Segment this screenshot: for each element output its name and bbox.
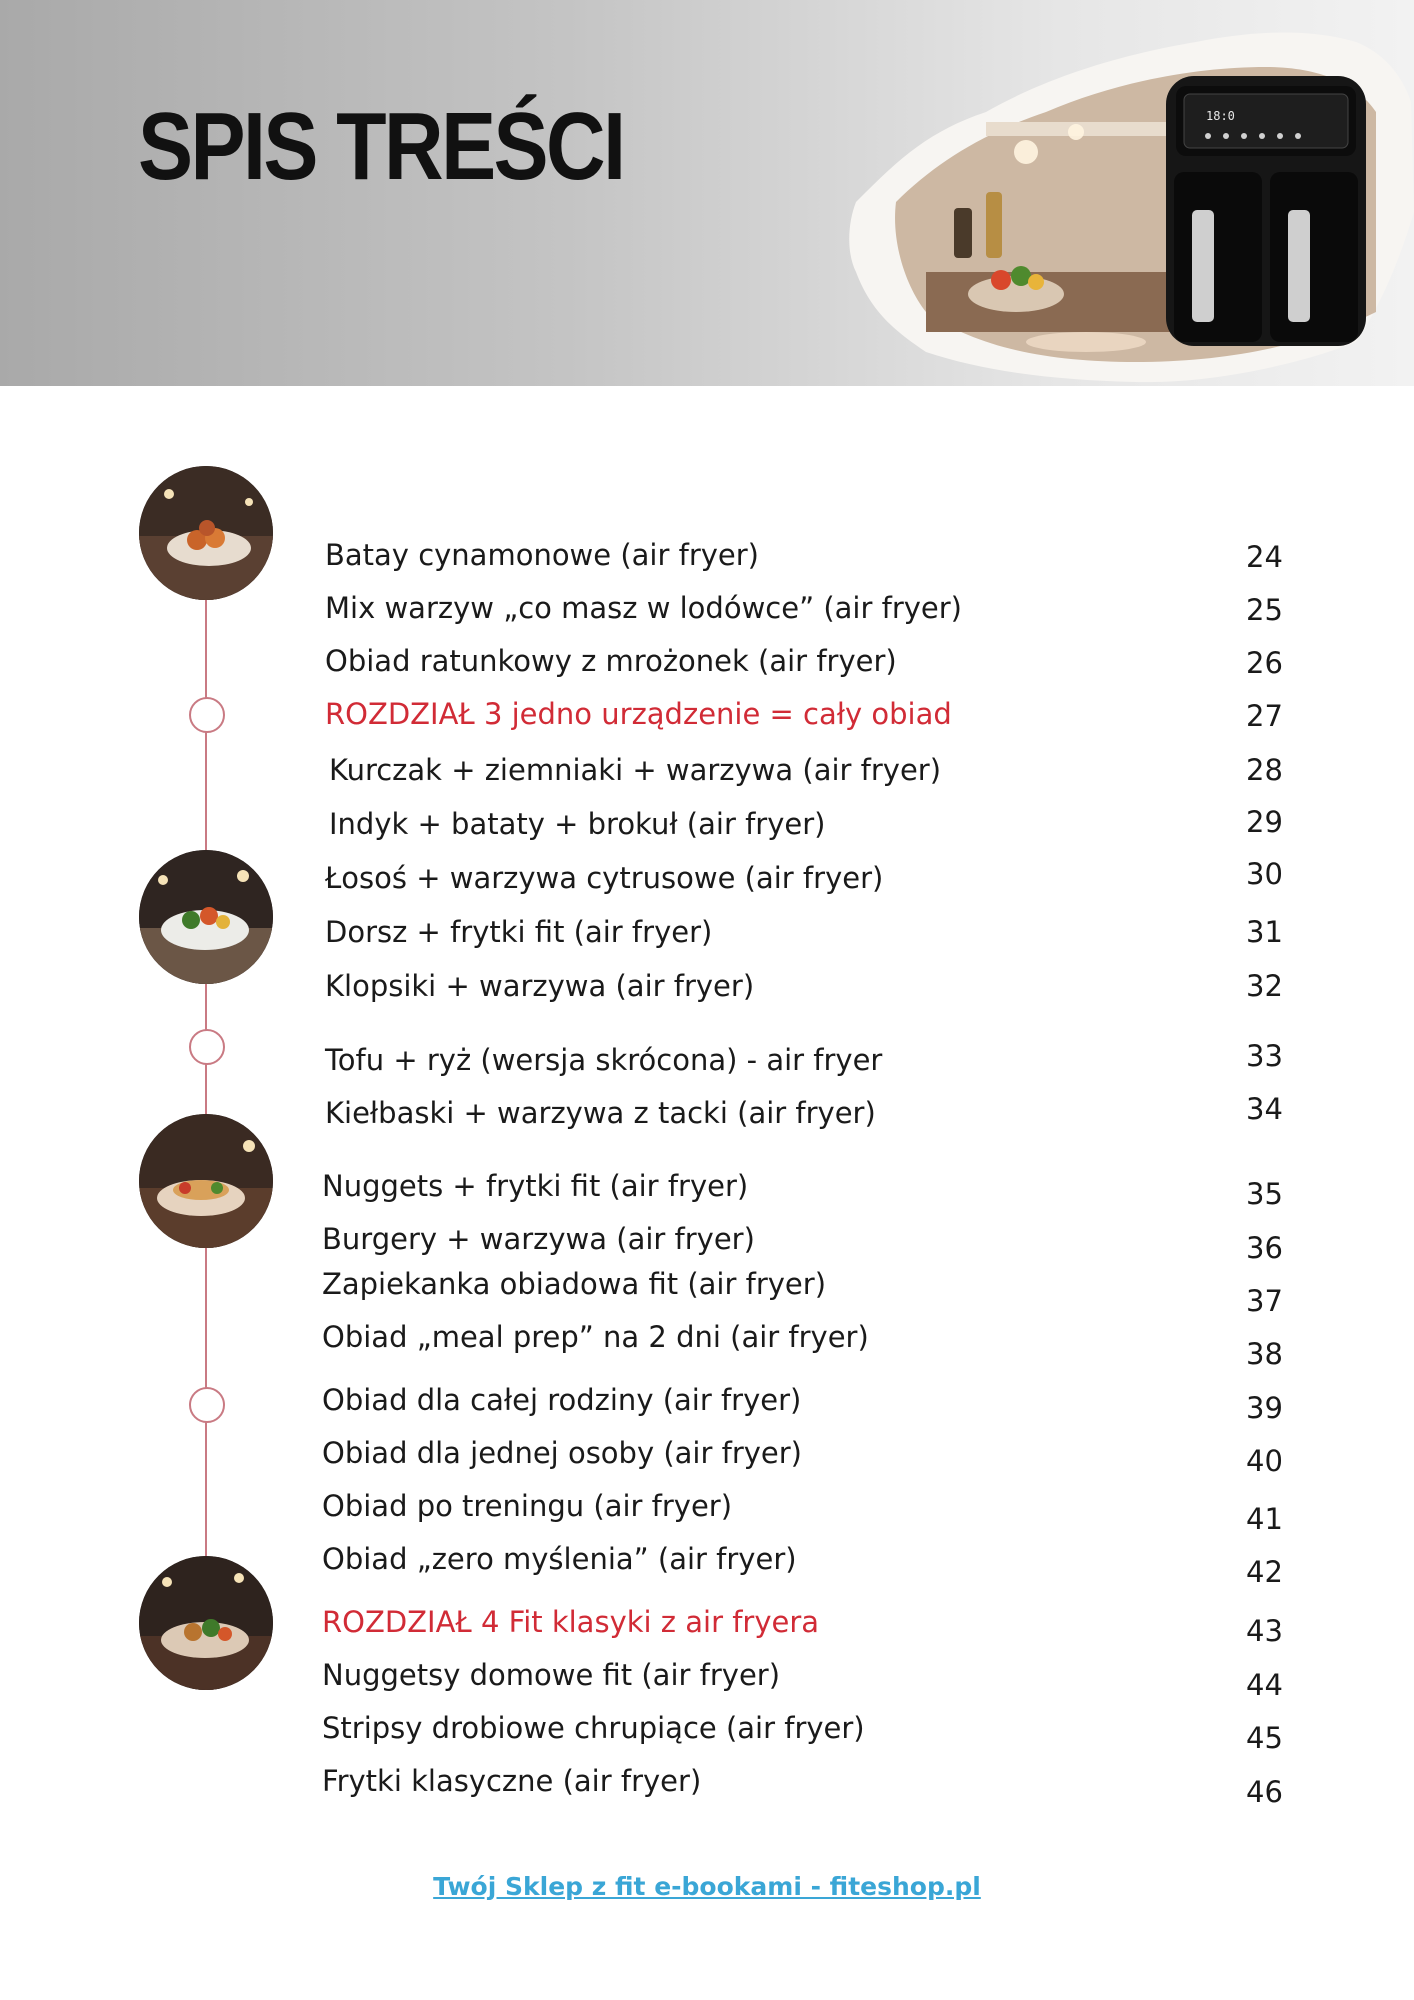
toc-entry[interactable]	[0, 1655, 1414, 1702]
toc-page-number: 24	[1246, 540, 1283, 574]
toc-entry-title: Dorsz + frytki fit (air fryer)	[325, 915, 713, 949]
toc-entry[interactable]	[0, 1219, 1414, 1265]
toc-page-number: 32	[1246, 969, 1283, 1003]
fryer-display-readout: 18:0	[1206, 109, 1235, 123]
toc-entry[interactable]	[0, 1708, 1414, 1755]
shop-link[interactable]: Twój Sklep z fit e-bookami - fiteshop.pl	[433, 1872, 981, 1901]
toc-page-number: 42	[1246, 1555, 1283, 1589]
toc-entry-title: Obiad „meal prep” na 2 dni (air fryer)	[322, 1320, 869, 1354]
toc-page-number: 37	[1246, 1284, 1283, 1318]
toc-chapter-title: ROZDZIAŁ 4 Fit klasyki z air fryera	[322, 1605, 820, 1639]
toc-entry-title: Obiad dla całej rodziny (air fryer)	[322, 1383, 802, 1417]
toc-entry-title: Obiad ratunkowy z mrożonek (air fryer)	[325, 644, 897, 678]
toc-entry[interactable]	[0, 1166, 1414, 1211]
toc-entry[interactable]	[0, 1539, 1414, 1589]
toc-page-number: 29	[1246, 805, 1283, 839]
toc-entry-title: Zapiekanka obiadowa fit (air fryer)	[322, 1267, 827, 1301]
toc-entry[interactable]	[0, 858, 1414, 898]
toc-entry[interactable]	[0, 1486, 1414, 1536]
header-banner	[0, 0, 1414, 386]
toc-entry-title: Obiad „zero myślenia” (air fryer)	[322, 1542, 797, 1576]
page-title: SPIS TREŚCI	[138, 93, 624, 200]
toc-entry[interactable]	[0, 588, 1414, 628]
toc-entry-title: Kiełbaski + warzywa z tacki (air fryer)	[325, 1096, 876, 1130]
toc-entry-title: Obiad dla jednej osoby (air fryer)	[322, 1436, 802, 1470]
toc-entry-title: Obiad po treningu (air fryer)	[322, 1489, 733, 1523]
toc-entry-title: Frytki klasyczne (air fryer)	[322, 1764, 702, 1798]
air-fryer-photo	[836, 12, 1414, 386]
toc-entry[interactable]	[0, 966, 1414, 1006]
toc-entry-title: Burgery + warzywa (air fryer)	[322, 1222, 755, 1256]
toc-entry[interactable]	[0, 1761, 1414, 1809]
toc-page-number: 46	[1246, 1775, 1283, 1809]
toc-chapter-title: ROZDZIAŁ 3 jedno urządzenie = cały obiad	[325, 697, 952, 731]
toc-page-number: 36	[1246, 1231, 1283, 1265]
toc-page-number: 45	[1246, 1721, 1283, 1755]
toc-page-number: 30	[1246, 857, 1283, 891]
toc-page-number: 33	[1246, 1039, 1283, 1073]
toc-entry[interactable]	[0, 641, 1414, 681]
toc-page-number: 25	[1246, 593, 1283, 627]
toc-entry-title: Nuggetsy domowe fit (air fryer)	[322, 1658, 781, 1692]
food-thumbnail-sweet-potatoes	[139, 466, 273, 600]
toc-entry[interactable]	[0, 804, 1414, 844]
toc-page-number: 41	[1246, 1502, 1283, 1536]
toc-entry[interactable]	[0, 1040, 1414, 1080]
toc-entry-title: Stripsy drobiowe chrupiące (air fryer)	[322, 1711, 865, 1745]
toc-entry-title: Tofu + ryż (wersja skrócona) - air fryer	[325, 1043, 883, 1077]
toc-entry[interactable]	[0, 1433, 1414, 1478]
toc-page-number: 38	[1246, 1337, 1283, 1371]
toc-entry-title: Łosoś + warzywa cytrusowe (air fryer)	[325, 861, 884, 895]
toc-entry[interactable]	[0, 750, 1414, 790]
toc-entry[interactable]	[0, 1380, 1414, 1425]
toc-page-number: 40	[1246, 1444, 1283, 1478]
toc-entry-title: Klopsiki + warzywa (air fryer)	[325, 969, 755, 1003]
toc-chapter-heading[interactable]	[0, 694, 1414, 734]
toc-page-number: 43	[1246, 1614, 1283, 1648]
toc-entry-title: Mix warzyw „co masz w lodówce” (air fryer)	[325, 591, 962, 625]
toc-entry-title: Nuggets + frytki fit (air fryer)	[322, 1169, 749, 1203]
toc-entry-title: Indyk + bataty + brokuł (air fryer)	[329, 807, 826, 841]
toc-entry[interactable]	[0, 1317, 1414, 1371]
toc-page-number: 44	[1246, 1668, 1283, 1702]
toc-entry[interactable]	[0, 1264, 1414, 1318]
toc-entry[interactable]	[0, 1093, 1414, 1133]
toc-entry-title: Kurczak + ziemniaki + warzywa (air fryer)	[329, 753, 942, 787]
toc-entry[interactable]	[0, 535, 1414, 575]
toc-entry[interactable]	[0, 912, 1414, 952]
toc-entry-title: Batay cynamonowe (air fryer)	[325, 538, 759, 572]
toc-page-number: 35	[1246, 1177, 1283, 1211]
toc-page-number: 26	[1246, 646, 1283, 680]
toc-page-number: 34	[1246, 1092, 1283, 1126]
toc-page-number: 39	[1246, 1391, 1283, 1425]
toc-page-number: 27	[1246, 699, 1283, 733]
toc-page-number: 31	[1246, 915, 1283, 949]
toc-page-number: 28	[1246, 753, 1283, 787]
toc-chapter-heading[interactable]	[0, 1602, 1414, 1648]
